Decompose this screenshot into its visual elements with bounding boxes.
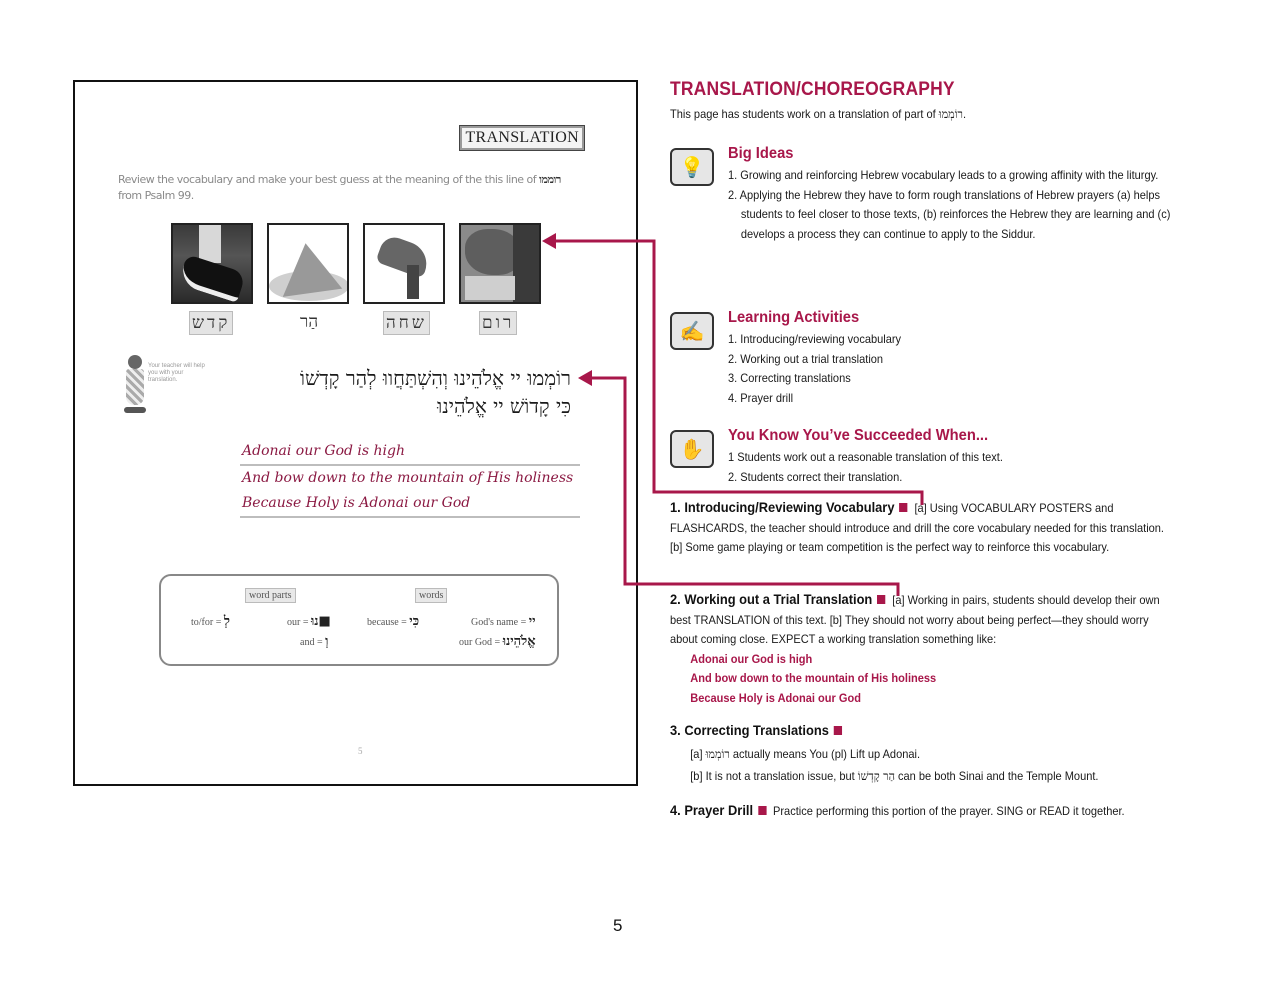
workbook-page-number: 5 [358, 746, 363, 756]
list-item: 2. Students correct their translation. [728, 469, 903, 484]
correction-line: [b] It is not a translation issue, but הַר קָדְשׁוֹ can be both Sinai and the Temple Mount. [690, 769, 1099, 783]
translation-line: And bow down to the mountain of His holiness [242, 470, 574, 486]
success-icon: ✋ [670, 430, 714, 468]
instructions-text: Review the vocabulary and make your best guess at the meaning of the this line of [118, 173, 540, 186]
list-item: 1. Introducing/reviewing vocabulary [728, 332, 902, 346]
page-number: 5 [613, 916, 623, 935]
teacher-figure [120, 353, 210, 421]
activity-prayer-drill [670, 801, 1170, 822]
teacher-note: Your teacher will help you with your translation. [148, 363, 205, 383]
activity-trial-translation [670, 590, 1170, 708]
translation-line: Adonai our God is high [240, 439, 580, 466]
vocabulary-box [159, 574, 559, 666]
translation-lines [240, 439, 580, 518]
list-item: 4. Prayer drill [728, 390, 794, 405]
activity-text: [a] Working in pairs, students should develop their own best TRANSLATION of this text. [b] They should not worry about being perfect—they should worry about coming close. EXPECT a working translation something like: [670, 593, 1160, 646]
activity-vocabulary [670, 498, 1170, 558]
activity-heading: 3. Correcting Translations [670, 722, 829, 738]
vocab-item: to/for = לְ [191, 614, 230, 629]
list-item: 2. Working out a trial translation [728, 351, 884, 366]
guide-title: TRANSLATION/CHOREOGRAPHY [670, 79, 955, 100]
square-bullet-icon [834, 726, 842, 735]
expected-translation-line: Because Holy is Adonai our God [690, 690, 861, 705]
square-bullet-icon [877, 595, 885, 604]
mountain-picture [267, 223, 349, 304]
activities-icon: ✍ [670, 312, 714, 350]
instructions-hebrew: רוממו [539, 173, 561, 186]
section-title: You Know You’ve Succeeded When... [728, 427, 989, 444]
vocab-item: and = וְ [300, 634, 329, 649]
section-title: Learning Activities [728, 309, 860, 326]
vocabulary-pictures [171, 223, 551, 333]
vocab-item: God's name = יי [471, 614, 536, 629]
section-tag: TRANSLATION [460, 126, 584, 150]
section-title: Big Ideas [728, 145, 794, 162]
square-bullet-icon [899, 503, 907, 512]
square-bullet-icon [758, 806, 766, 815]
picture-label: שחה [383, 311, 430, 335]
activity-text: [a] Using VOCABULARY POSTERS and FLASHCARDS, the teacher should introduce and drill the core vocabulary needed for this translation. [b] Some game playing or team competition is the perfect way to reinforce this vocabulary. [670, 501, 1165, 554]
expected-translation-line: Adonai our God is high [690, 651, 813, 666]
girl-illustration [128, 355, 142, 369]
activity-heading: 4. Prayer Drill [670, 802, 754, 818]
guide-intro: This page has students work on a translation of part of רוֹמְמוּ. [670, 107, 967, 121]
hebrew-verse-line: רוֹמְמוּ יי אֱלֹהֵינוּ וְהִשְׁתַּחֲווּ לְהַר קָדְשׁוֹ [299, 366, 571, 390]
lightbulb-icon: 💡 [670, 148, 714, 186]
workbook-page [73, 80, 638, 786]
instructions [118, 172, 568, 204]
hebrew-verse [300, 364, 571, 420]
vocab-item: our = נוּ■ [287, 614, 331, 629]
list-item: 2. Applying the Hebrew they have to form rough translations of Hebrew prayers (a) helps students to feel closer to those texts, (b) reinforces the Hebrew they are learning and (c) develops a process they can continue to apply to the Siddur. [728, 187, 1171, 241]
activity-heading: 1. Introducing/Reviewing Vocabulary [670, 499, 895, 515]
word-parts-label: word parts [245, 588, 296, 603]
activity-text: Practice performing this portion of the prayer. SING or READ it together. [773, 804, 1125, 818]
correction-line: [a] רוֹמְמוּ actually means You (pl) Lift up Adonai. [690, 746, 921, 761]
foot-shoe-picture [171, 223, 253, 304]
activity-heading: 2. Working out a Trial Translation [670, 591, 873, 607]
picture-label: רום [479, 311, 517, 335]
picture-label: הַר [300, 312, 319, 332]
vocab-item: because = כִּי [367, 614, 420, 629]
list-item: 1 Students work out a reasonable translation of this text. [728, 450, 1003, 464]
instructions-suffix: from Psalm 99. [118, 189, 194, 202]
picture-label: קדש [189, 311, 233, 335]
hebrew-verse-line: כִּי קָדוֹשׁ יי אֱלֹהֵינוּ [437, 394, 571, 418]
tall-tree-picture [459, 223, 541, 304]
list-item: 3. Correcting translations [728, 371, 851, 385]
teacher-guide [670, 78, 1171, 818]
translation-line: Because Holy is Adonai our God [240, 491, 580, 518]
activity-correcting [670, 721, 1170, 787]
bowing-boy-picture [363, 223, 445, 304]
expected-translation-line: And bow down to the mountain of His holiness [690, 671, 937, 685]
vocab-item: our God = אֱלֹהֵינוּ [459, 634, 536, 649]
list-item: 1. Growing and reinforcing Hebrew vocabulary leads to a growing affinity with the liturgy. [728, 168, 1159, 182]
words-label: words [415, 588, 447, 603]
